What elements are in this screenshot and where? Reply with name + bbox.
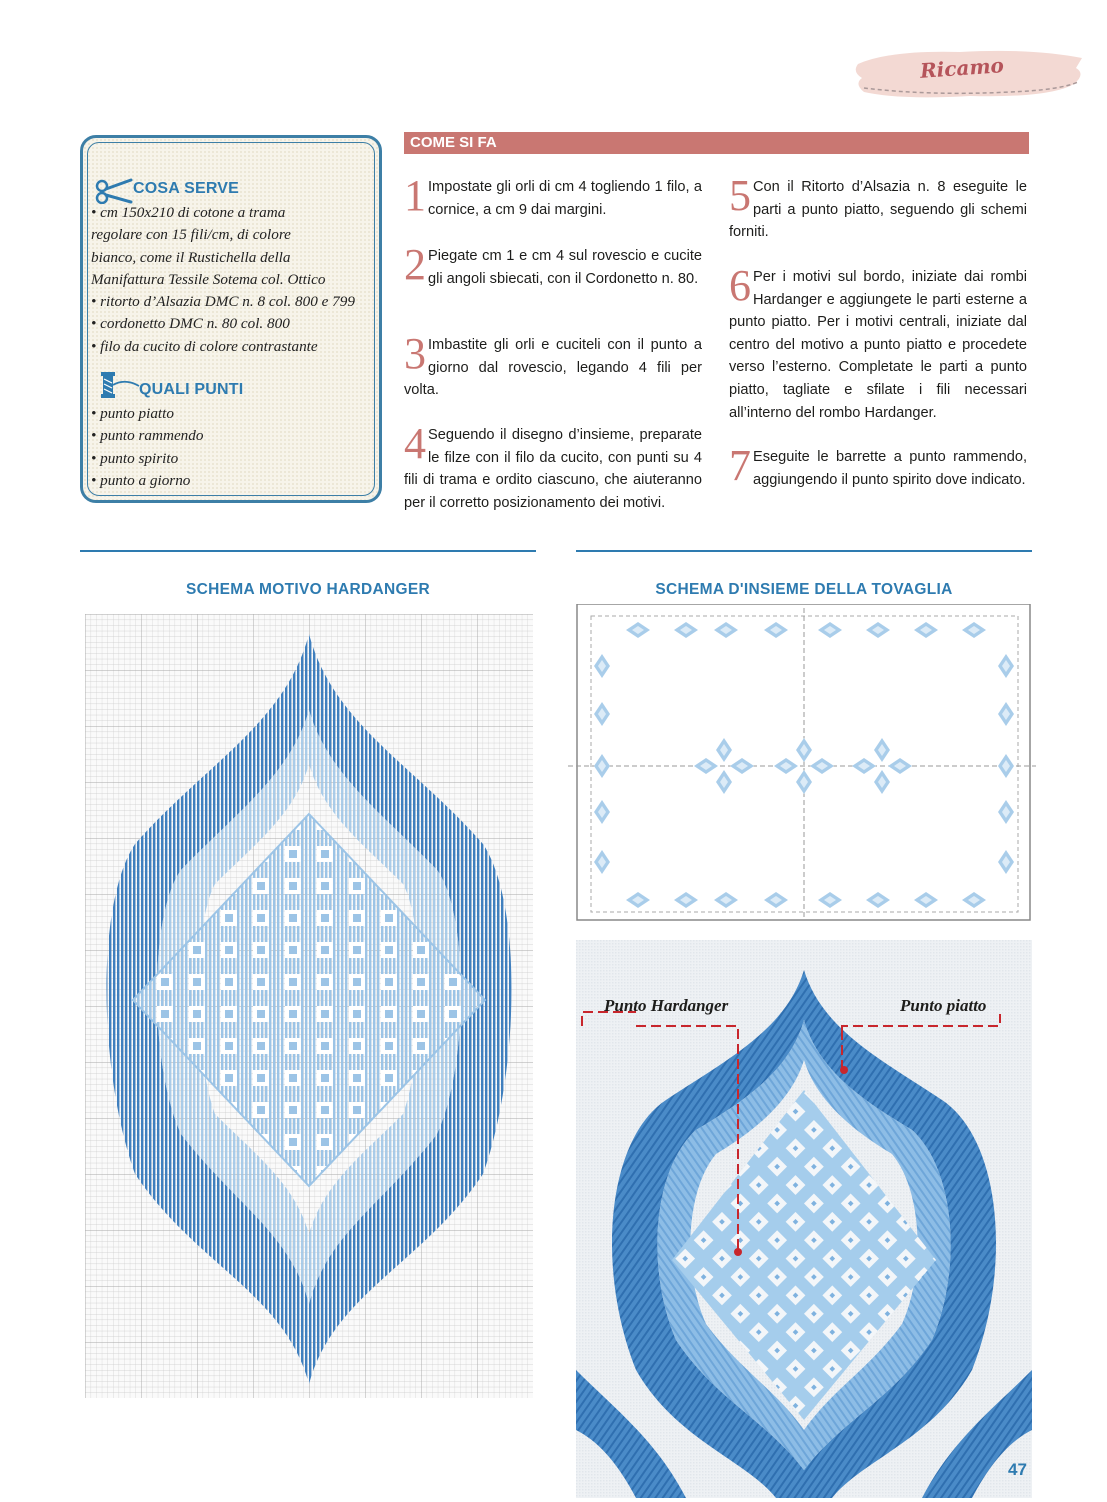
divider [576, 550, 1032, 552]
step-1 [404, 171, 702, 221]
hardanger-chart [85, 614, 533, 1398]
step-4 [404, 419, 702, 514]
list-item: • punto a giorno [91, 471, 191, 489]
scissors-icon [95, 178, 135, 204]
step-6 [729, 261, 1027, 424]
list-item: bianco, come il Rustichella della [91, 248, 291, 266]
step-7 [729, 441, 1027, 491]
materials-title: COSA SERVE [133, 180, 240, 197]
divider [80, 550, 536, 552]
label-punto-hardanger: Punto Hardanger [604, 996, 729, 1015]
step-5 [729, 171, 1027, 244]
scheme-right-title: SCHEMA D'INSIEME DELLA TOVAGLIA [655, 581, 953, 598]
materials-list [91, 202, 381, 358]
stitches-list [91, 403, 381, 492]
step-text: Imbastite gli orli e cuciteli con il punto a giorno dal rovescio, legando 4 fili per volta. [404, 337, 702, 399]
step-number: 4 [404, 419, 426, 468]
list-item: regolare con 15 fili/cm, di colore [91, 226, 291, 244]
thread-spool-icon [99, 370, 141, 400]
list-item: Manifattura Tessile Sotema col. Ottico [91, 270, 326, 288]
how-to-title: COME SI FA [410, 134, 497, 151]
tablecloth-layout-diagram [566, 604, 1036, 924]
step-text: Seguendo il disegno d’insieme, preparate le filze con il filo da cucito, con punti su 4 fili di trama e ordito ciascuno, che aiuteranno per il corretto posizionamento dei motivi. [404, 427, 702, 511]
step-number: 7 [729, 441, 751, 490]
list-item: • ritorto d’Alsazia DMC n. 8 col. 800 e 799 [91, 293, 355, 311]
label-punto-piatto: Punto piatto [900, 996, 987, 1015]
step-number: 2 [404, 240, 426, 289]
list-item: • punto rammendo [91, 427, 204, 445]
step-text: Piegate cm 1 e cm 4 sul rovescio e cucite gli angoli sbiecati, con il Cordonetto n. 80. [428, 248, 702, 287]
section-tag-label: Ricamo [919, 53, 1005, 83]
step-number: 5 [729, 171, 751, 220]
step-number: 6 [729, 261, 751, 310]
scheme-left-title: SCHEMA MOTIVO HARDANGER [186, 581, 430, 598]
step-text: Eseguite le barrette a punto rammendo, aggiungendo il punto spirito dove indicato. [753, 449, 1027, 488]
step-text: Impostate gli orli di cm 4 togliendo 1 filo, a cornice, a cm 9 dai margini. [428, 179, 702, 218]
section-tag [850, 44, 1090, 106]
step-number: 1 [404, 171, 426, 220]
stitches-title: QUALI PUNTI [139, 381, 244, 398]
page-number: 47 [1008, 1460, 1027, 1479]
list-item: • cordonetto DMC n. 80 col. 800 [91, 315, 290, 333]
step-number: 3 [404, 329, 426, 378]
materials-box [80, 135, 382, 503]
step-2 [404, 240, 702, 290]
step-3 [404, 329, 702, 402]
list-item: • punto piatto [91, 405, 174, 422]
step-text: Per i motivi sul bordo, iniziate dai rombi Hardanger e aggiungete le parti esterne a punto piatto. Per i motivi centrali, iniziate dal centro del motivo a punto piatto e procedete verso l’esterno. Completate le parti a punto piatto, tagliate e sfilate i fili necessari all’interno del rombo Hardanger. [729, 269, 1027, 421]
list-item: • punto spirito [91, 449, 179, 467]
list-item: • cm 150x210 di cotone a trama [91, 204, 286, 221]
embroidery-photo [576, 940, 1032, 1498]
step-text: Con il Ritorto d’Alsazia n. 8 eseguite le parti a punto piatto, seguendo gli schemi forniti. [729, 179, 1027, 241]
list-item: • filo da cucito di colore contrastante [91, 337, 318, 355]
how-to-header [404, 132, 1029, 154]
